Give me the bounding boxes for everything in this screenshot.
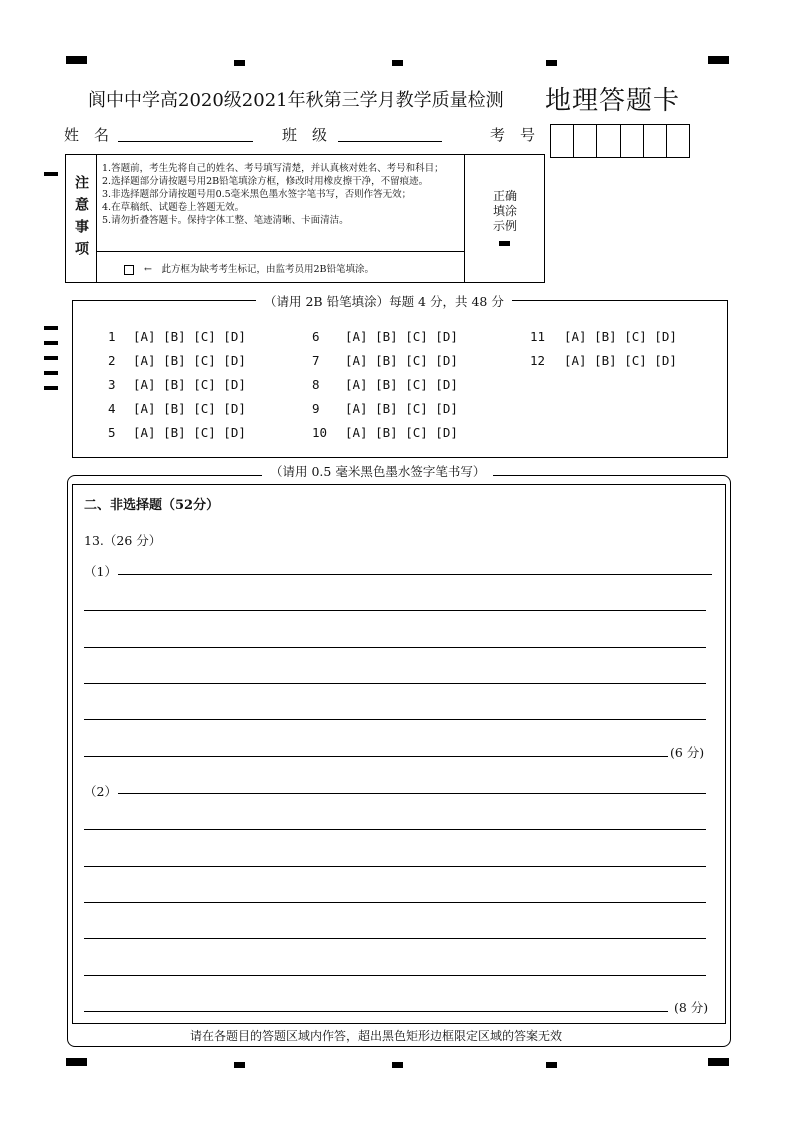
name-label: 姓 名 [64,126,110,144]
mc-question-number: 1 [108,329,116,344]
mc-question-number: 10 [312,425,328,440]
part-1-label: （1） [84,564,117,579]
mc-question-number: 6 [312,329,320,344]
side-timing-mark [44,172,58,176]
answer-line[interactable] [84,610,706,611]
mc-answer-options[interactable]: [A] [B] [C] [D] [345,425,458,440]
correct-fill-example-mark [499,241,510,246]
section-title: 二、非选择题（52分） [84,498,220,513]
top-timing-mark [234,60,245,66]
answer-line[interactable] [84,866,706,867]
mc-question-number: 3 [108,377,116,392]
mc-answer-options[interactable]: [A] [B] [C] [D] [345,353,458,368]
part-2-score: (8 分) [674,1000,709,1015]
mc-answer-options[interactable]: [A] [B] [C] [D] [345,377,458,392]
notice-box [65,154,545,283]
mc-answer-options[interactable]: [A] [B] [C] [D] [345,329,458,344]
mc-answer-options[interactable]: [A] [B] [C] [D] [564,353,677,368]
mc-question-number: 12 [530,353,546,368]
bottom-timing-mark [546,1062,557,1068]
top-left-registration-mark [66,56,87,64]
mc-answer-options[interactable]: [A] [B] [C] [D] [133,353,246,368]
mc-answer-options[interactable]: [A] [B] [C] [D] [133,329,246,344]
part-1-score: (6 分) [670,745,705,760]
id-digit-box[interactable] [574,125,597,157]
id-label: 考 号 [490,126,536,144]
answer-line[interactable] [118,793,706,794]
answer-line[interactable] [84,647,706,648]
side-timing-mark [44,356,58,360]
multiple-choice-caption: （请用 2B 铅笔填涂）每题 4 分，共 48 分 [256,292,512,310]
id-digit-box[interactable] [644,125,667,157]
mc-answer-options[interactable]: [A] [B] [C] [D] [133,425,246,440]
top-timing-mark [392,60,403,66]
answer-line[interactable] [84,683,706,684]
mc-question-number: 4 [108,401,116,416]
answer-line[interactable] [84,938,706,939]
answer-line[interactable] [84,902,706,903]
mc-question-number: 9 [312,401,320,416]
side-timing-mark [44,326,58,330]
correct-fill-label: 正确 填涂 示例 [492,189,517,233]
name-field[interactable] [118,124,253,142]
mc-answer-options[interactable]: [A] [B] [C] [D] [345,401,458,416]
correct-fill-cell [464,155,545,282]
mc-question-number: 8 [312,377,320,392]
class-field[interactable] [338,124,442,142]
mc-question-number: 11 [530,329,546,344]
absent-flag-row [124,261,374,275]
notice-label-cell [66,155,97,282]
notice-rule: 5.请勿折叠答题卡。保持字体工整、笔迹清晰、卡面清洁。 [102,215,349,226]
absent-flag-text: ← 此方框为缺考考生标记，由监考员用2B铅笔填涂。 [144,264,374,275]
top-timing-mark [546,60,557,66]
part-2-label: （2） [84,784,117,799]
bottom-timing-mark [392,1062,403,1068]
answer-line[interactable] [118,574,712,575]
notice-rule: 3.非选择题部分请按题号用0.5毫米黑色墨水签字笔书写，否则作答无效； [102,189,412,200]
exam-title: 阆中中学高2020级2021年秋第三学月教学质量检测 [88,90,504,111]
mc-answer-options[interactable]: [A] [B] [C] [D] [133,401,246,416]
mc-answer-options[interactable]: [A] [B] [C] [D] [564,329,677,344]
absent-flag-checkbox[interactable] [124,265,134,275]
side-timing-mark [44,386,58,390]
notice-rule: 1.答题前，考生先将自己的姓名、考号填写清楚，并认真核对姓名、考号和科目； [102,163,444,174]
side-timing-mark [44,341,58,345]
bottom-left-registration-mark [66,1058,87,1066]
id-digit-box[interactable] [597,125,620,157]
answer-line[interactable] [84,756,668,757]
notice-rule: 2.选择题部分请按题号用2B铅笔填涂方框，修改时用橡皮擦干净，不留痕迹。 [102,176,429,187]
question-13-label: 13.（26 分） [84,533,162,548]
bottom-timing-mark [234,1062,245,1068]
id-digit-box[interactable] [667,125,689,157]
class-label: 班 级 [282,126,328,144]
free-response-caption: （请用 0.5 毫米黑色墨水签字笔书写） [262,462,493,480]
notice-divider [96,251,464,252]
mc-question-number: 2 [108,353,116,368]
bottom-right-registration-mark [708,1058,729,1066]
answer-line[interactable] [84,975,706,976]
student-id-boxes[interactable] [550,124,690,158]
mc-question-number: 5 [108,425,116,440]
notice-rules [102,162,464,227]
mc-question-number: 7 [312,353,320,368]
answer-line[interactable] [84,829,706,830]
notice-label: 注意事项 [73,174,89,263]
top-right-registration-mark [708,56,729,64]
id-digit-box[interactable] [551,125,574,157]
side-timing-mark [44,371,58,375]
notice-rule: 4.在草稿纸、试题卷上答题无效。 [102,202,245,213]
footer-warning: 请在各题目的答题区域内作答，超出黑色矩形边框限定区域的答案无效 [190,1029,563,1043]
id-digit-box[interactable] [621,125,644,157]
free-response-answer-area[interactable] [72,484,726,1024]
answer-card-title: 地理答题卡 [545,86,681,116]
answer-line[interactable] [84,719,706,720]
mc-answer-options[interactable]: [A] [B] [C] [D] [133,377,246,392]
answer-line[interactable] [84,1011,668,1012]
